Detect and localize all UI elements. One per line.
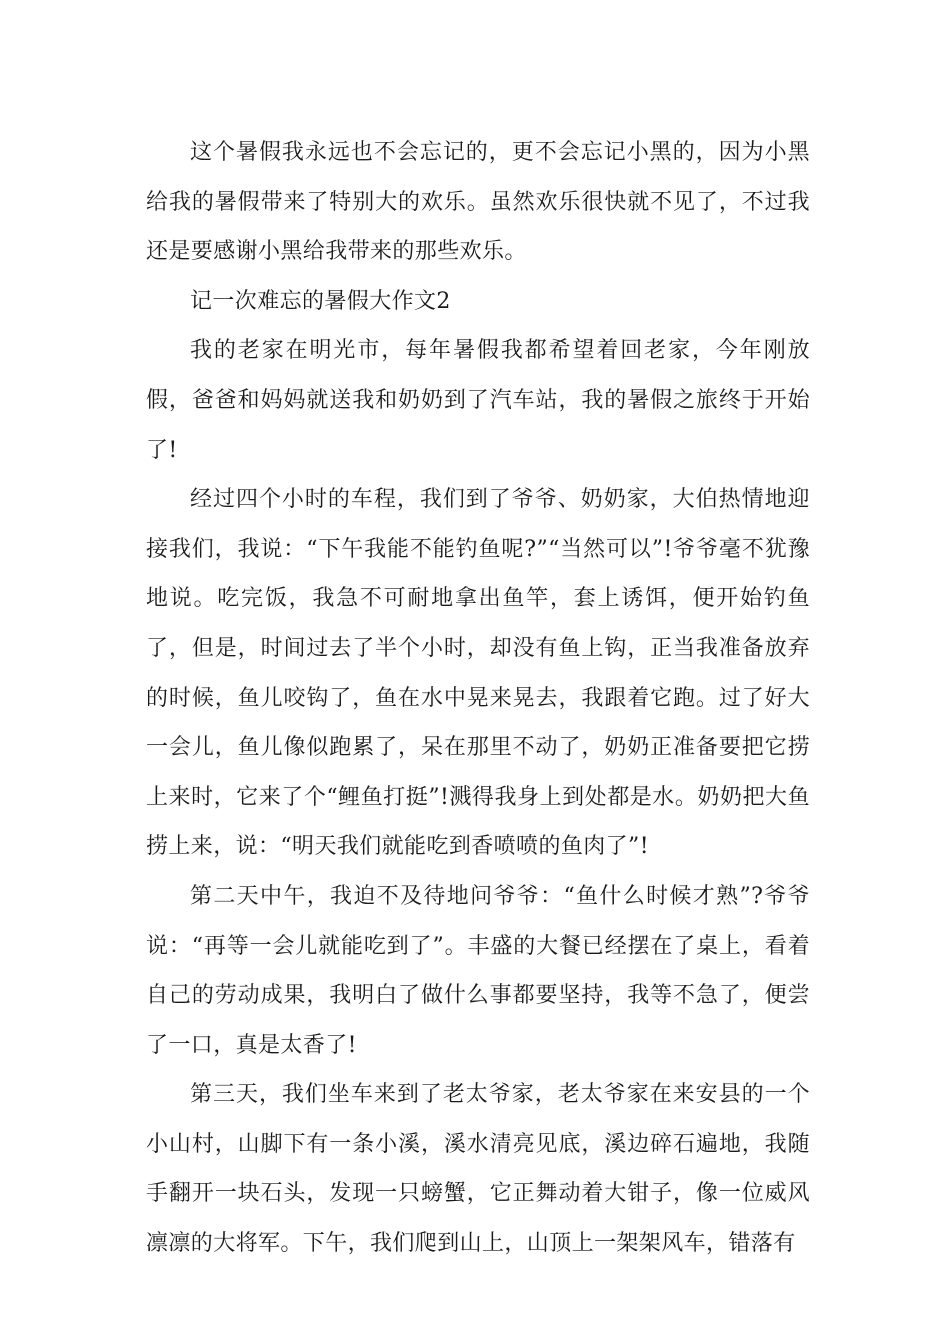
paragraph-third-day: 第三天，我们坐车来到了老太爷家，老太爷家在来安县的一个小山村，山脚下有一条小溪，溪水清亮见底，溪边碎石遍地，我随手翻开一块石头，发现一只螃蟹，它正舞动着大钳子，像一位威风凛凛的大将军。下午，我们爬到山上，山顶上一架架风车，错落有 xyxy=(146,1082,810,1257)
paragraph-intro: 我的老家在明光市，每年暑假我都希望着回老家，今年刚放假，爸爸和妈妈就送我和奶奶到了汽车站，我的暑假之旅终于开始了! xyxy=(146,338,810,463)
paragraph-second-day: 第二天中午，我迫不及待地问爷爷：“鱼什么时候才熟”?爷爷说：“再等一会儿就能吃到了”。丰盛的大餐已经摆在了桌上，看着自己的劳动成果，我明白了做什么事都要坚持，我等不急了，便尝了一口，真是太香了! xyxy=(146,883,810,1058)
paragraph-fishing: 经过四个小时的车程，我们到了爷爷、奶奶家，大伯热情地迎接我们，我说：“下午我能不能钓鱼呢?”“当然可以”!爷爷毫不犹豫地说。吃完饭，我急不可耐地拿出鱼竿，套上诱饵，便开始钓鱼了，但是，时间过去了半个小时，却没有鱼上钩，正当我准备放弃的时候，鱼儿咬钩了，鱼在水中晃来晃去，我跟着它跑。过了好大一会儿，鱼儿像似跑累了，呆在那里不动了，奶奶正准备要把它捞上来时，它来了个“鲤鱼打挺”!溅得我身上到处都是水。奶奶把大鱼捞上来，说：“明天我们就能吃到香喷喷的鱼肉了”! xyxy=(146,487,810,860)
document-page xyxy=(146,128,810,1269)
paragraph-closing: 这个暑假我永远也不会忘记的，更不会忘记小黑的，因为小黑给我的暑假带来了特别大的欢乐。虽然欢乐很快就不见了，不过我还是要感谢小黑给我带来的那些欢乐。 xyxy=(146,140,810,265)
essay-title: 记一次难忘的暑假大作文2 xyxy=(190,288,451,314)
